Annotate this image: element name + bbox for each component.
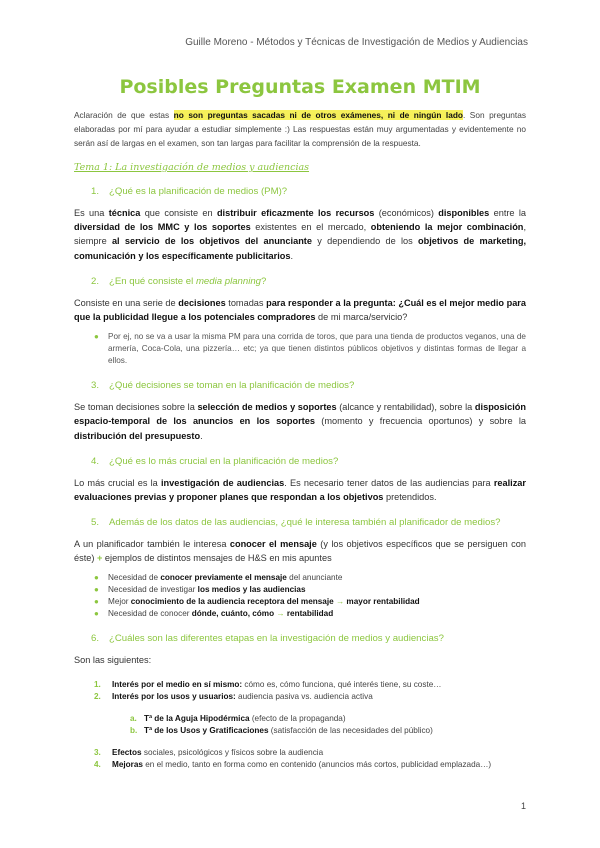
bullet-list [74,572,526,620]
b: distribución del presupuesto [74,430,201,441]
question-number: 1. [91,186,100,197]
bullet-icon: ● [94,332,99,342]
question-6 [91,632,526,645]
item-number: 4. [94,759,101,769]
t: (económicos) [374,208,439,218]
t: (momento y frecuencia oportunos) y sobre la [314,416,527,427]
b: conocer el mensaje [229,539,317,550]
b: selección de medios y soportes [197,402,337,413]
item-text [112,691,373,703]
b: objetivos de marketing, comunicación y los específicamente publicitarios [74,236,526,261]
item-text [108,572,342,584]
item-text [144,725,433,737]
item-text [108,608,333,620]
t: . [200,430,203,441]
t: (satisfacción de las necesidades del público) [268,725,433,735]
t: ejemplos de distintos mensajes de H&S en mis apuntes [102,553,332,564]
b: Tª de la Aguja Hipodérmica [144,713,250,723]
bullet-text: Por ej, no se va a usar la misma PM para una corrida de toros, que para una tienda de productos veganos, una de armería, Coca-Cola, una pizzería… etc; ya que tienen distintos públicos objetivos y distintas formas de llegar a ellos. [108,332,526,366]
question-text: ¿Cuáles son las diferentes etapas en la investigación de medios y audiencias? [109,632,444,644]
item-text [112,679,441,691]
b: Interés por los usos y usuarios: [112,691,236,701]
t: Necesidad de investigar [108,584,198,594]
arrow-icon: → [276,608,285,618]
bullet-icon: ● [94,572,99,582]
arrow-icon: → [335,596,345,606]
question-text: Además de los datos de las audiencias, ¿qué le interesa también al planificador de medios? [109,517,501,529]
item-text [108,584,306,596]
t: ? [261,275,267,287]
list-item [94,679,526,691]
b: disposición espacio-temporal de los anuncios en los soportes [74,402,526,427]
b: Interés por el medio en sí mismo: [112,679,243,689]
list-item [94,596,526,608]
question-1 [91,185,526,198]
question-number: 4. [91,455,100,467]
t: sociales, psicológicos y físicos sobre la audiencia [141,747,324,757]
b: conocer previamente el mensaje [160,572,287,582]
ordered-list [94,679,526,703]
b: conocimiento de la audiencia receptora del mensaje [130,596,334,606]
b: al servicio de los objetivos del anunciante [111,236,312,247]
list-item [94,608,526,620]
t: Necesidad de conocer [108,608,192,618]
b: Efectos [112,747,142,757]
list-item [94,691,526,703]
t: , siempre [74,222,526,247]
list-item [94,584,526,596]
t: Consiste en una serie de [74,297,179,308]
t: existentes en el mercado, [250,222,371,233]
t: cómo es, cómo funciona, qué interés tiene, su coste… [242,679,442,689]
t: Lo más crucial es la [74,477,161,488]
b: técnica [108,208,141,218]
answer-5 [74,537,526,565]
intro-text-end: . Son preguntas elaboradas por mí para ayudar a estudiar simplemente :) Las respuestas están muy argumentadas y evidentemente no serán así de largas en el examen, son tan largas para facilitar la comprensión de la respuesta. [74,110,526,148]
b: mayor rentabilidad [344,596,420,606]
t: audiencia pasiva vs. audiencia activa [235,691,373,701]
document-title: Posibles Preguntas Examen MTIM [119,76,481,98]
item-letter: b. [130,725,138,735]
t: A un planificador también le interesa [74,539,230,550]
ordered-list-continued [94,747,526,771]
b: realizar evaluaciones previas y proponer planes que respondan a los objetivos [74,477,526,503]
question-number: 5. [91,517,100,529]
section-heading: Tema 1: La investigación de medios y audiencias [74,162,310,173]
list-item [94,747,526,759]
question-number: 2. [91,275,100,287]
question-2 [91,275,526,288]
answer-1 [74,206,526,263]
question-5 [91,516,526,529]
t: de mi marca/servicio? [315,312,408,323]
b: Mejoras [112,759,143,769]
intro-highlight: no son preguntas sacadas ni de otros exámenes, ni de ningún lado [173,110,463,120]
t: pretendidos. [383,492,437,503]
b: distribuir eficazmente los recursos [216,208,375,218]
page-number: 1 [520,801,526,811]
bullet-item [94,331,526,367]
answer-3 [74,400,526,443]
list-item [130,725,526,737]
plus-sign: + [96,553,103,564]
question-number: 3. [91,380,100,392]
bullet-icon: ● [94,596,99,606]
b: para responder a la pregunta: ¿Cuál es el mejor medio para que la publicidad llegue a los potenciales compradores [74,297,526,323]
item-number: 3. [94,747,101,757]
b: decisiones [178,297,226,308]
t: Es una [74,208,109,218]
t: Necesidad de [108,572,161,582]
b: diversidad de los MMC y los soportes [74,222,251,233]
question-number: 6. [91,632,100,644]
item-number: 2. [94,691,101,701]
t: entre la [489,208,527,218]
t: Mejor [108,596,131,606]
question-3 [91,379,526,392]
content [74,108,526,771]
item-text [112,747,323,759]
b: investigación de audiencias [160,477,285,488]
t: en el medio, tanto en forma como en contenido (anuncios más cortos, publicidad emplazada…) [142,759,492,769]
question-text [109,275,266,288]
b: obteniendo la mejor combinación [370,222,524,233]
b: dónde, cuánto, cómo [191,608,275,618]
t: que consiste en [140,208,217,218]
i: media planning [195,275,262,287]
b: Tª de los Usos y Gratificaciones [144,725,269,735]
question-text: ¿Qué es lo más crucial en la planificación de medios? [109,455,339,467]
bullet-icon: ● [94,584,99,594]
item-text [112,759,491,771]
list-item [130,713,526,725]
t: (y los objetivos específicos que se persiguen con éste) [74,539,526,564]
item-number: 1. [94,679,101,689]
t: (alcance y rentabilidad), sobre la [336,402,475,413]
b: rentabilidad [284,608,334,618]
t: . [290,250,294,261]
question-text: ¿Qué decisiones se toman en la planificación de medios? [109,380,355,392]
t: Se toman decisiones sobre la [74,402,198,413]
t: del anunciante [286,572,343,582]
list-item [94,759,526,771]
sub-list [130,713,526,737]
bullet-icon: ● [94,608,99,618]
item-text [144,713,346,725]
answer-2 [74,296,526,324]
t: (efecto de la propaganda) [249,713,346,723]
list-item [94,572,526,584]
answer-6: Son las siguientes: [74,654,152,665]
b: disponibles [438,208,490,218]
answer-4 [74,476,526,504]
b: los medios y las audiencias [197,584,306,594]
intro-paragraph [74,108,526,150]
item-text [108,596,420,608]
running-header: Guille Moreno - Métodos y Técnicas de Investigación de Medios y Audiencias [185,37,528,48]
t: tomadas [225,297,267,308]
question-text: ¿Qué es la planificación de medios (PM)? [109,186,288,197]
question-4 [91,455,526,468]
intro-text: Aclaración de que estas [74,110,174,120]
t: y dependiendo de los [311,236,418,247]
t: ¿En qué consiste el [109,275,196,287]
t: . Es necesario tener datos de las audiencias para [284,477,494,488]
item-letter: a. [130,713,137,723]
